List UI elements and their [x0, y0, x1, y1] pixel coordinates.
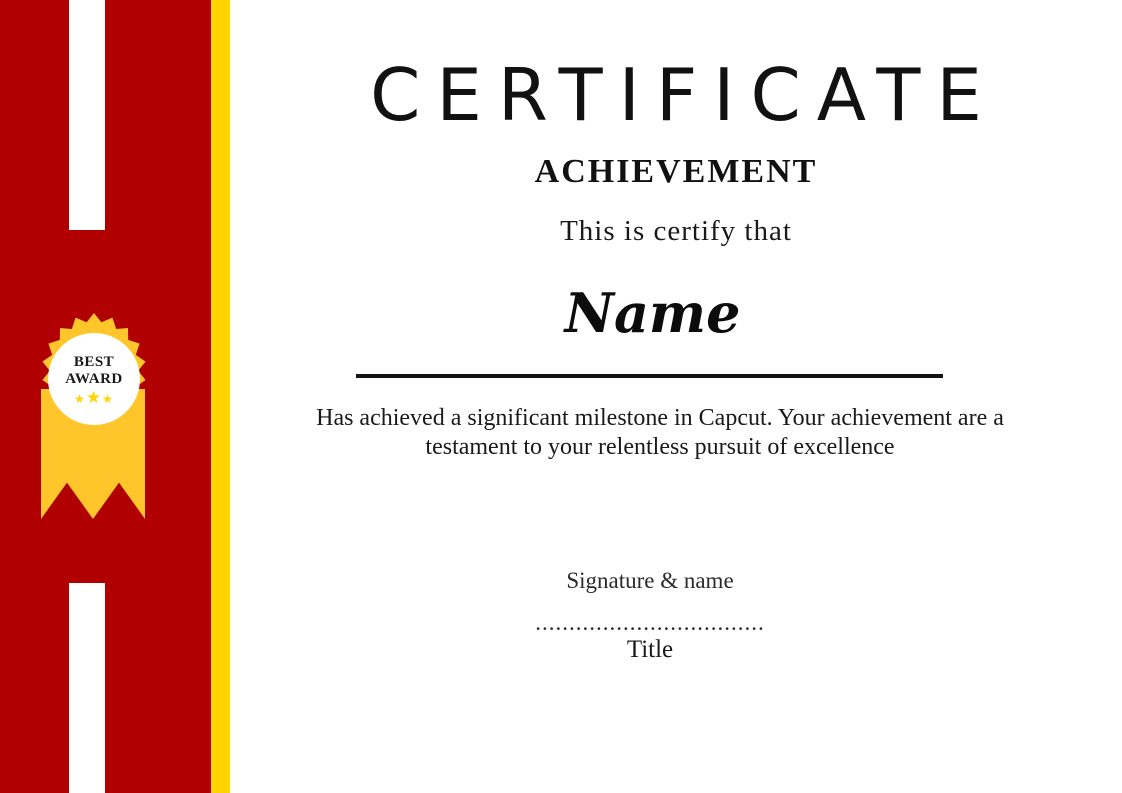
award-seal-icon: [26, 311, 162, 521]
certificate-title: CERTIFICATE: [370, 53, 998, 137]
yellow-accent-band: [211, 0, 230, 793]
recipient-name: Name: [564, 281, 741, 345]
white-stripe-top: [69, 0, 105, 230]
seal-inner-circle: [48, 333, 140, 425]
badge-label-line1: BEST: [73, 353, 115, 370]
recipient-name-rule: [356, 374, 943, 378]
certify-line: This is certify that: [560, 215, 792, 247]
signature-label: Signature & name: [566, 568, 734, 593]
certificate-content: [230, 0, 1122, 793]
badge-stars: ★★★: [74, 387, 114, 407]
certificate-body-text: Has achieved a significant milestone in Capcut. Your achievement are a testament to your relentless pursuit of excellence: [316, 405, 1004, 460]
white-stripe-bottom: [69, 583, 105, 793]
badge-label-line2: AWARD: [65, 370, 123, 387]
signature-dotted-line: ..................................: [535, 610, 765, 635]
signature-title: Title: [626, 636, 674, 663]
certificate-subtitle: ACHIEVEMENT: [534, 153, 818, 190]
